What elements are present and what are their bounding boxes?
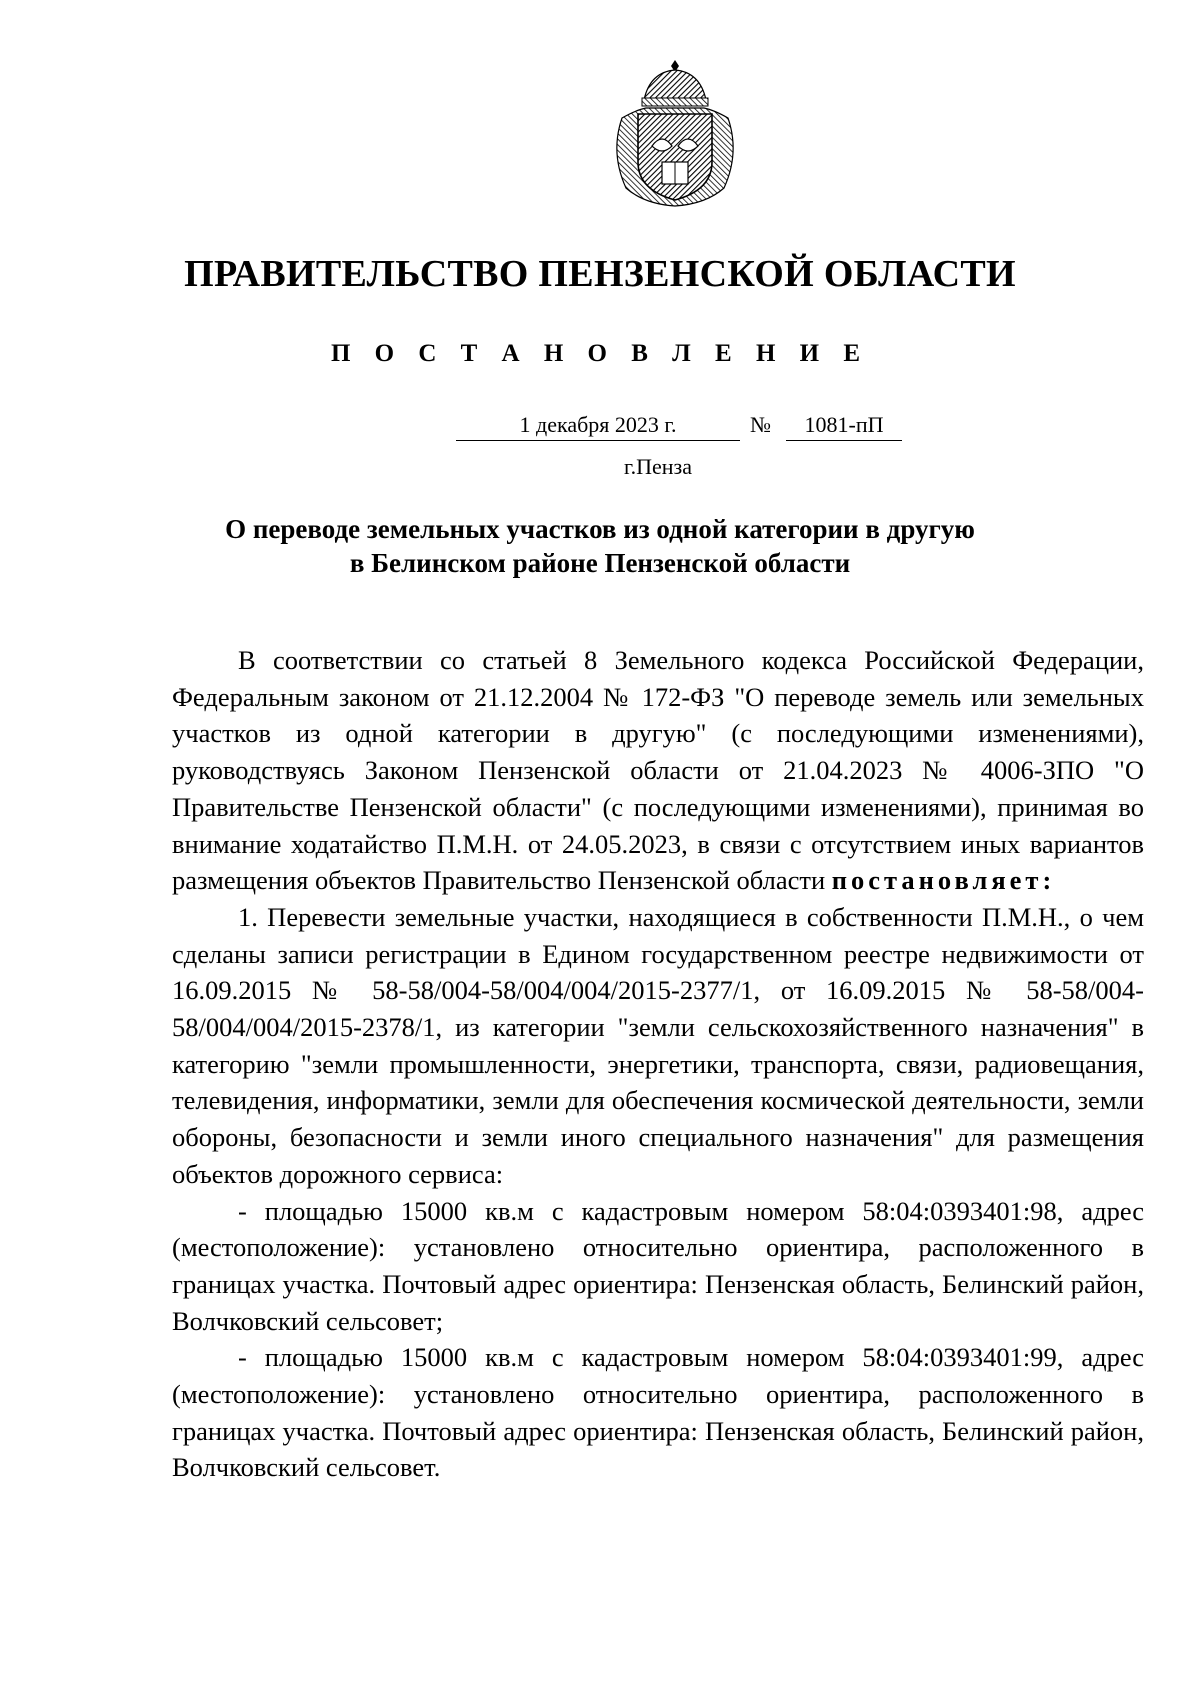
document-body <box>172 642 1144 1486</box>
subject-line-1: О переводе земельных участков из одной категории в другую <box>225 514 975 544</box>
subject-line-2: в Белинском районе Пензенской области <box>349 548 851 578</box>
plot-1-paragraph: - площадью 15000 кв.м с кадастровым номером 58:04:0393401:98, адрес (местоположение): установлено относительно ориентира, расположенного в границах участка. Почтовый адрес ориентира: Пензенская область, Белинский район, Волчковский сельсовет; <box>172 1195 1144 1336</box>
item-1-paragraph: 1. Перевести земельные участки, находящиеся в собственности П.М.Н., о чем сделаны записи регистрации в Едином государственном реестре недвижимости от 16.09.2015 № 58-58/004-58/004/004/2015-2377/1, от 16.09.2015 № 58-58/004-58/004/004/2015-2378/1, из категории "земли сельскохозяйственного назначения" в категорию "земли промышленности, энергетики, транспорта, связи, радиовещания, телевидения, информатики, земли для обеспечения космической деятельности, земли обороны, безопасности и земли иного специального назначения" для размещения объектов дорожного сервиса: <box>172 901 1144 1189</box>
document-type: П О С Т А Н О В Л Е Н И Е <box>330 340 870 367</box>
preamble-paragraph <box>172 642 1144 899</box>
document-city: г.Пенза <box>624 454 692 479</box>
document-number: 1081-пП <box>786 412 902 441</box>
plot-2-paragraph: - площадью 15000 кв.м с кадастровым номером 58:04:0393401:99, адрес (местоположение): установлено относительно ориентира, расположенного в границах участка. Почтовый адрес ориентира: Пензенская область, Белинский район, Волчковский сельсовет. <box>172 1342 1144 1483</box>
coat-of-arms-icon <box>604 58 746 208</box>
number-sign: № <box>750 412 771 437</box>
decree-word: постановляет: <box>831 865 1056 896</box>
document-subject <box>0 512 1200 580</box>
document-date: 1 декабря 2023 г. <box>456 412 740 441</box>
organization-title: ПРАВИТЕЛЬСТВО ПЕНЗЕНСКОЙ ОБЛАСТИ <box>184 253 1016 295</box>
preamble-text: В соответствии со статьей 8 Земельного кодекса Российской Федерации, Федеральным законом от 21.12.2004 № 172-ФЗ "О переводе земель или земельных участков из одной категории в другую" (с последующими изменениями), руководствуясь Законом Пензенской области от 21.04.2023 № 4006-ЗПО "О Правительстве Пензенской области" (с последующими изменениями), принимая во внимание ходатайство П.М.Н. от 24.05.2023, в связи с отсутствием иных вариантов размещения объектов Правительство Пензенской области <box>172 645 1144 896</box>
